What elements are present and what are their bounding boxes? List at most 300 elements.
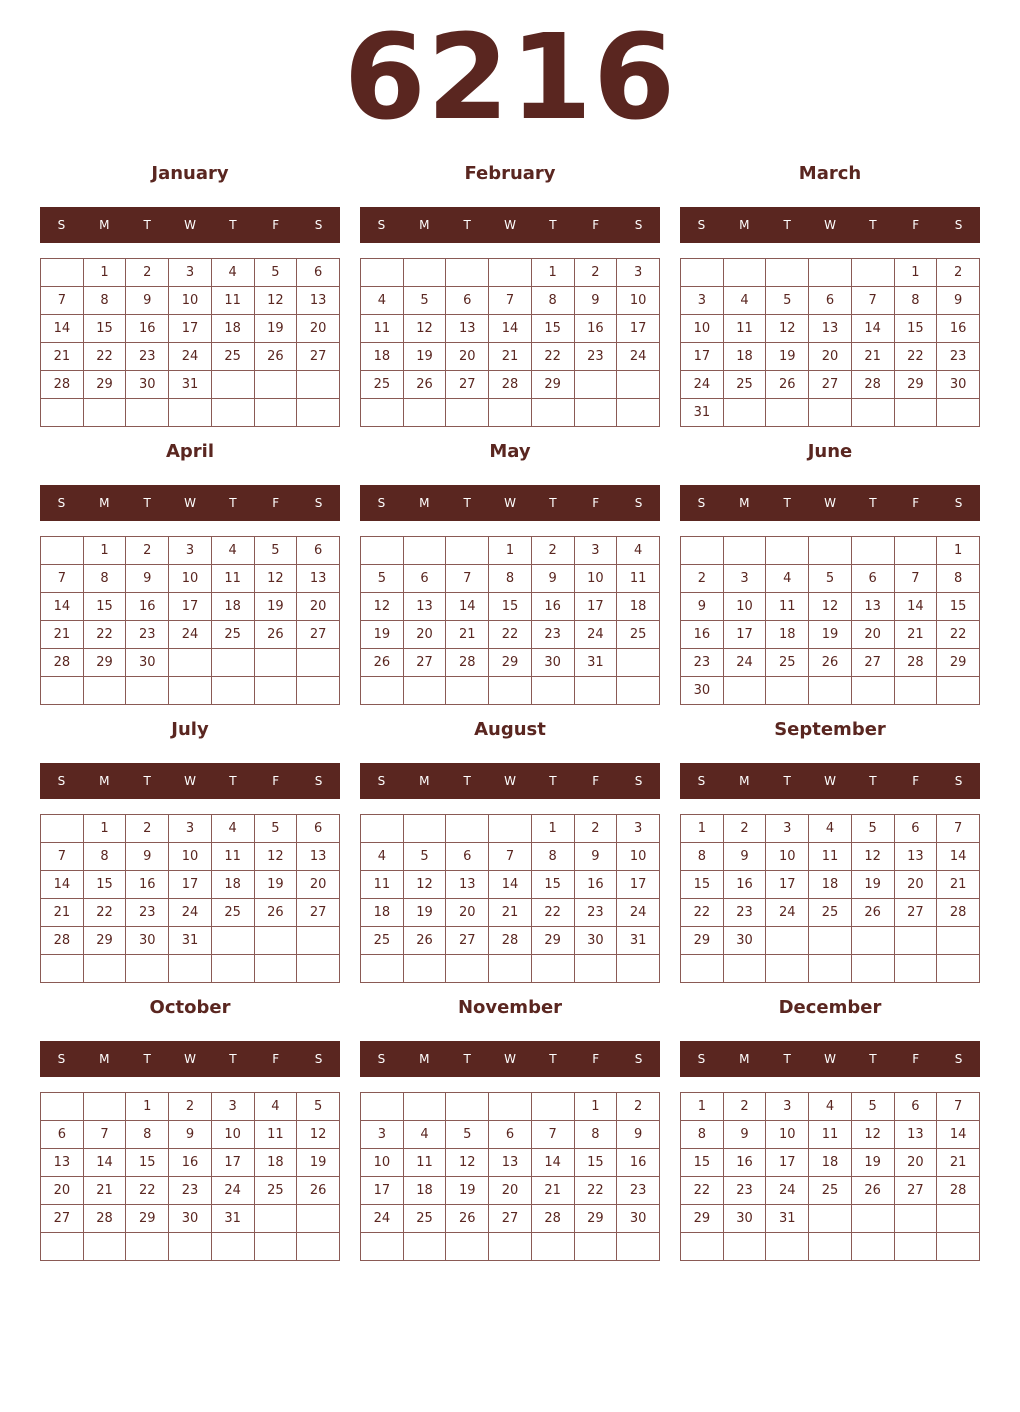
day-cell [531, 1233, 574, 1261]
day-cell: 7 [446, 565, 489, 593]
week-row [361, 621, 660, 649]
week-row [361, 593, 660, 621]
weekday-label: W [824, 774, 836, 788]
day-cell [126, 399, 169, 427]
week-row [361, 955, 660, 983]
month-title: April [165, 441, 215, 462]
day-cell: 9 [126, 843, 169, 871]
day-cell: 24 [169, 899, 212, 927]
day-cell [617, 371, 660, 399]
day-cell: 11 [809, 843, 852, 871]
day-cell: 15 [489, 593, 532, 621]
week-row [681, 343, 980, 371]
day-cell [809, 537, 852, 565]
day-cell: 26 [297, 1177, 340, 1205]
day-cell: 2 [617, 1093, 660, 1121]
day-cell: 1 [126, 1093, 169, 1121]
day-cell: 6 [894, 1093, 937, 1121]
day-cell: 28 [851, 371, 894, 399]
day-cell: 19 [851, 1149, 894, 1177]
month-title: October [149, 997, 231, 1018]
day-cell: 20 [403, 621, 446, 649]
day-cell: 20 [851, 621, 894, 649]
day-cell: 25 [361, 927, 404, 955]
day-cell [297, 649, 340, 677]
day-cell: 23 [617, 1177, 660, 1205]
day-cell: 24 [617, 343, 660, 371]
day-cell: 18 [211, 315, 254, 343]
day-cell: 6 [297, 537, 340, 565]
weekday-label: F [912, 774, 920, 788]
day-cell: 23 [531, 621, 574, 649]
day-cell: 21 [41, 899, 84, 927]
day-cell: 7 [41, 565, 84, 593]
day-cell [361, 815, 404, 843]
day-cell: 28 [83, 1205, 126, 1233]
weekday-label: W [184, 1052, 196, 1066]
week-row [681, 399, 980, 427]
day-cell: 18 [211, 871, 254, 899]
week-row [41, 1093, 340, 1121]
day-cell [809, 927, 852, 955]
day-cell [361, 955, 404, 983]
day-cell: 21 [937, 1149, 980, 1177]
weekday-label: S [57, 496, 66, 510]
day-cell [83, 1093, 126, 1121]
weekday-label: S [954, 218, 963, 232]
week-row [361, 371, 660, 399]
day-cell: 12 [851, 843, 894, 871]
weekday-label: M [739, 774, 750, 788]
day-cell: 24 [574, 621, 617, 649]
day-grid [360, 814, 660, 983]
day-cell: 29 [681, 927, 724, 955]
day-cell: 3 [723, 565, 766, 593]
day-cell: 1 [681, 1093, 724, 1121]
day-cell: 28 [531, 1205, 574, 1233]
day-cell: 12 [403, 315, 446, 343]
day-cell: 6 [297, 815, 340, 843]
day-cell: 24 [361, 1205, 404, 1233]
month-march [680, 160, 980, 428]
day-cell: 5 [403, 287, 446, 315]
day-cell: 24 [766, 1177, 809, 1205]
day-cell: 4 [403, 1121, 446, 1149]
day-cell: 5 [254, 815, 297, 843]
day-cell [617, 1233, 660, 1261]
day-cell [937, 955, 980, 983]
day-cell: 21 [531, 1177, 574, 1205]
week-row [361, 899, 660, 927]
weekday-label: W [184, 218, 196, 232]
day-cell [851, 1233, 894, 1261]
day-cell: 21 [894, 621, 937, 649]
weekday-label: T [869, 774, 877, 788]
day-cell: 4 [809, 815, 852, 843]
day-cell: 19 [254, 593, 297, 621]
day-grid [360, 258, 660, 427]
day-cell: 7 [41, 843, 84, 871]
day-cell: 25 [403, 1205, 446, 1233]
day-cell: 2 [574, 815, 617, 843]
weekday-label: M [419, 218, 430, 232]
day-cell [489, 399, 532, 427]
weekday-label: W [504, 218, 516, 232]
day-cell: 4 [361, 843, 404, 871]
week-row [681, 537, 980, 565]
weekday-label: W [504, 496, 516, 510]
day-cell: 22 [83, 343, 126, 371]
day-cell [574, 677, 617, 705]
day-cell: 1 [531, 259, 574, 287]
day-cell: 23 [169, 1177, 212, 1205]
day-cell [361, 1233, 404, 1261]
day-cell [531, 1093, 574, 1121]
day-cell: 25 [361, 371, 404, 399]
day-cell: 17 [169, 315, 212, 343]
day-cell: 19 [297, 1149, 340, 1177]
day-cell [254, 649, 297, 677]
day-cell: 11 [809, 1121, 852, 1149]
day-cell: 2 [723, 1093, 766, 1121]
weekday-label: S [634, 496, 643, 510]
day-cell: 19 [254, 871, 297, 899]
day-cell: 13 [446, 315, 489, 343]
day-cell [403, 1093, 446, 1121]
day-cell: 29 [83, 371, 126, 399]
day-cell: 29 [83, 649, 126, 677]
day-cell: 5 [851, 815, 894, 843]
day-cell [83, 1233, 126, 1261]
day-cell [723, 537, 766, 565]
week-row [41, 871, 340, 899]
day-cell [403, 677, 446, 705]
day-cell: 1 [574, 1093, 617, 1121]
day-cell [766, 1233, 809, 1261]
day-cell [211, 371, 254, 399]
day-cell: 26 [766, 371, 809, 399]
day-cell: 24 [169, 343, 212, 371]
day-cell [126, 1233, 169, 1261]
day-cell: 4 [254, 1093, 297, 1121]
day-cell: 9 [617, 1121, 660, 1149]
day-cell: 14 [937, 1121, 980, 1149]
day-cell: 22 [83, 621, 126, 649]
week-row [681, 1177, 980, 1205]
day-cell: 11 [361, 871, 404, 899]
day-cell: 1 [937, 537, 980, 565]
weekday-label: S [954, 1052, 963, 1066]
day-cell [851, 677, 894, 705]
day-cell: 8 [83, 843, 126, 871]
week-row [41, 815, 340, 843]
day-grid [360, 1092, 660, 1261]
day-cell: 18 [361, 899, 404, 927]
day-cell: 9 [681, 593, 724, 621]
day-cell: 11 [211, 287, 254, 315]
day-cell: 14 [41, 315, 84, 343]
day-grid [360, 536, 660, 705]
day-cell: 15 [681, 871, 724, 899]
weekday-label: T [143, 774, 151, 788]
day-cell: 9 [169, 1121, 212, 1149]
day-cell: 3 [766, 1093, 809, 1121]
weekday-label: S [697, 774, 706, 788]
day-cell: 11 [766, 593, 809, 621]
day-cell [574, 1233, 617, 1261]
week-row [41, 259, 340, 287]
day-cell [211, 927, 254, 955]
day-cell [41, 399, 84, 427]
day-cell: 31 [681, 399, 724, 427]
day-cell [851, 927, 894, 955]
month-title: February [464, 163, 556, 184]
day-cell: 31 [766, 1205, 809, 1233]
weekday-label: T [463, 1052, 471, 1066]
day-cell: 19 [254, 315, 297, 343]
weekday-label: F [592, 218, 600, 232]
day-grid [680, 1092, 980, 1261]
week-row [41, 899, 340, 927]
day-cell: 13 [297, 843, 340, 871]
day-cell [809, 1205, 852, 1233]
day-cell [169, 399, 212, 427]
day-cell: 6 [851, 565, 894, 593]
week-row [41, 621, 340, 649]
day-cell: 4 [211, 537, 254, 565]
week-row [361, 565, 660, 593]
day-cell [361, 677, 404, 705]
day-cell: 15 [126, 1149, 169, 1177]
day-cell [894, 1205, 937, 1233]
day-cell: 31 [211, 1205, 254, 1233]
day-cell: 20 [894, 871, 937, 899]
day-cell [41, 537, 84, 565]
day-cell [809, 399, 852, 427]
day-cell: 8 [681, 843, 724, 871]
day-cell: 10 [211, 1121, 254, 1149]
day-cell: 17 [361, 1177, 404, 1205]
month-december [680, 994, 980, 1262]
day-cell: 19 [766, 343, 809, 371]
day-cell: 1 [83, 259, 126, 287]
weekday-label: T [549, 218, 557, 232]
day-cell: 13 [403, 593, 446, 621]
day-cell: 5 [254, 259, 297, 287]
day-cell: 22 [574, 1177, 617, 1205]
day-cell: 31 [617, 927, 660, 955]
day-cell: 3 [681, 287, 724, 315]
day-cell: 15 [83, 593, 126, 621]
day-cell: 12 [403, 871, 446, 899]
week-row [681, 955, 980, 983]
day-cell [446, 955, 489, 983]
day-cell [83, 399, 126, 427]
day-cell: 22 [681, 899, 724, 927]
day-cell [851, 259, 894, 287]
day-cell: 7 [894, 565, 937, 593]
day-cell: 30 [681, 677, 724, 705]
day-grid [680, 814, 980, 983]
day-cell: 27 [851, 649, 894, 677]
day-cell: 8 [126, 1121, 169, 1149]
day-cell: 22 [894, 343, 937, 371]
week-row [361, 677, 660, 705]
weekday-header [680, 207, 980, 243]
weekday-label: T [869, 496, 877, 510]
weekday-label: S [377, 774, 386, 788]
day-cell: 9 [723, 1121, 766, 1149]
month-title: September [774, 719, 886, 740]
day-cell [489, 1093, 532, 1121]
week-row [681, 371, 980, 399]
week-row [681, 1093, 980, 1121]
day-cell: 9 [574, 843, 617, 871]
day-cell: 28 [937, 899, 980, 927]
day-cell [574, 399, 617, 427]
weekday-label: S [697, 496, 706, 510]
day-cell [489, 1233, 532, 1261]
day-cell: 8 [531, 287, 574, 315]
day-cell: 10 [681, 315, 724, 343]
day-cell [446, 1233, 489, 1261]
day-cell: 20 [41, 1177, 84, 1205]
day-cell: 4 [211, 259, 254, 287]
day-cell: 26 [254, 899, 297, 927]
day-cell: 12 [809, 593, 852, 621]
day-cell: 18 [766, 621, 809, 649]
day-grid [680, 258, 980, 427]
day-cell: 11 [723, 315, 766, 343]
day-cell: 12 [446, 1149, 489, 1177]
day-cell: 30 [574, 927, 617, 955]
day-cell [531, 955, 574, 983]
day-cell: 31 [169, 927, 212, 955]
day-cell: 12 [254, 565, 297, 593]
day-cell: 10 [169, 287, 212, 315]
day-cell [446, 399, 489, 427]
month-title: July [171, 719, 209, 740]
week-row [681, 927, 980, 955]
weekday-label: W [824, 496, 836, 510]
day-cell [297, 677, 340, 705]
day-cell: 8 [83, 565, 126, 593]
day-cell: 5 [254, 537, 297, 565]
day-cell: 22 [531, 343, 574, 371]
day-cell: 14 [83, 1149, 126, 1177]
day-cell: 11 [361, 315, 404, 343]
day-cell: 25 [211, 621, 254, 649]
week-row [681, 843, 980, 871]
day-cell: 12 [297, 1121, 340, 1149]
day-cell: 23 [681, 649, 724, 677]
day-cell: 12 [766, 315, 809, 343]
weekday-label: T [463, 774, 471, 788]
day-cell [766, 955, 809, 983]
weekday-label: M [739, 218, 750, 232]
day-cell: 3 [574, 537, 617, 565]
day-cell: 4 [766, 565, 809, 593]
day-cell: 24 [617, 899, 660, 927]
day-cell: 29 [531, 371, 574, 399]
day-cell: 10 [723, 593, 766, 621]
weekday-header [360, 485, 660, 521]
day-cell: 2 [126, 537, 169, 565]
day-cell: 14 [531, 1149, 574, 1177]
weekday-label: S [954, 496, 963, 510]
week-row [41, 565, 340, 593]
day-cell [41, 677, 84, 705]
weekday-label: T [783, 496, 791, 510]
day-cell [531, 677, 574, 705]
day-cell [809, 1233, 852, 1261]
week-row [361, 259, 660, 287]
day-cell: 10 [574, 565, 617, 593]
day-cell [403, 259, 446, 287]
day-cell: 30 [126, 927, 169, 955]
weekday-header [40, 485, 340, 521]
day-cell: 23 [723, 899, 766, 927]
week-row [681, 899, 980, 927]
weekday-label: M [739, 496, 750, 510]
day-cell: 7 [531, 1121, 574, 1149]
day-cell: 27 [489, 1205, 532, 1233]
day-cell: 27 [446, 927, 489, 955]
day-cell: 27 [446, 371, 489, 399]
day-cell: 20 [297, 315, 340, 343]
day-cell: 5 [403, 843, 446, 871]
day-cell: 10 [169, 843, 212, 871]
day-cell: 5 [851, 1093, 894, 1121]
weekday-label: W [184, 774, 196, 788]
week-row [41, 927, 340, 955]
day-cell: 16 [617, 1149, 660, 1177]
day-cell: 14 [894, 593, 937, 621]
day-cell: 15 [83, 871, 126, 899]
day-cell: 21 [851, 343, 894, 371]
day-cell: 22 [937, 621, 980, 649]
weekday-label: S [314, 496, 323, 510]
weekday-label: T [229, 1052, 237, 1066]
week-row [361, 1093, 660, 1121]
week-row [41, 955, 340, 983]
day-cell: 25 [809, 1177, 852, 1205]
day-cell: 2 [937, 259, 980, 287]
day-cell: 15 [894, 315, 937, 343]
day-cell [41, 1233, 84, 1261]
week-row [681, 287, 980, 315]
week-row [41, 343, 340, 371]
weekday-label: S [314, 218, 323, 232]
weekday-header [40, 207, 340, 243]
day-cell: 16 [723, 1149, 766, 1177]
day-cell: 11 [617, 565, 660, 593]
day-cell: 6 [403, 565, 446, 593]
day-cell: 28 [894, 649, 937, 677]
day-cell [894, 955, 937, 983]
day-cell [489, 677, 532, 705]
day-cell: 15 [531, 871, 574, 899]
weekday-label: M [419, 1052, 430, 1066]
week-row [361, 343, 660, 371]
day-cell: 29 [894, 371, 937, 399]
day-cell: 3 [361, 1121, 404, 1149]
day-cell: 30 [126, 371, 169, 399]
day-cell: 19 [403, 343, 446, 371]
day-grid [40, 258, 340, 427]
day-cell: 27 [297, 621, 340, 649]
week-row [681, 1233, 980, 1261]
